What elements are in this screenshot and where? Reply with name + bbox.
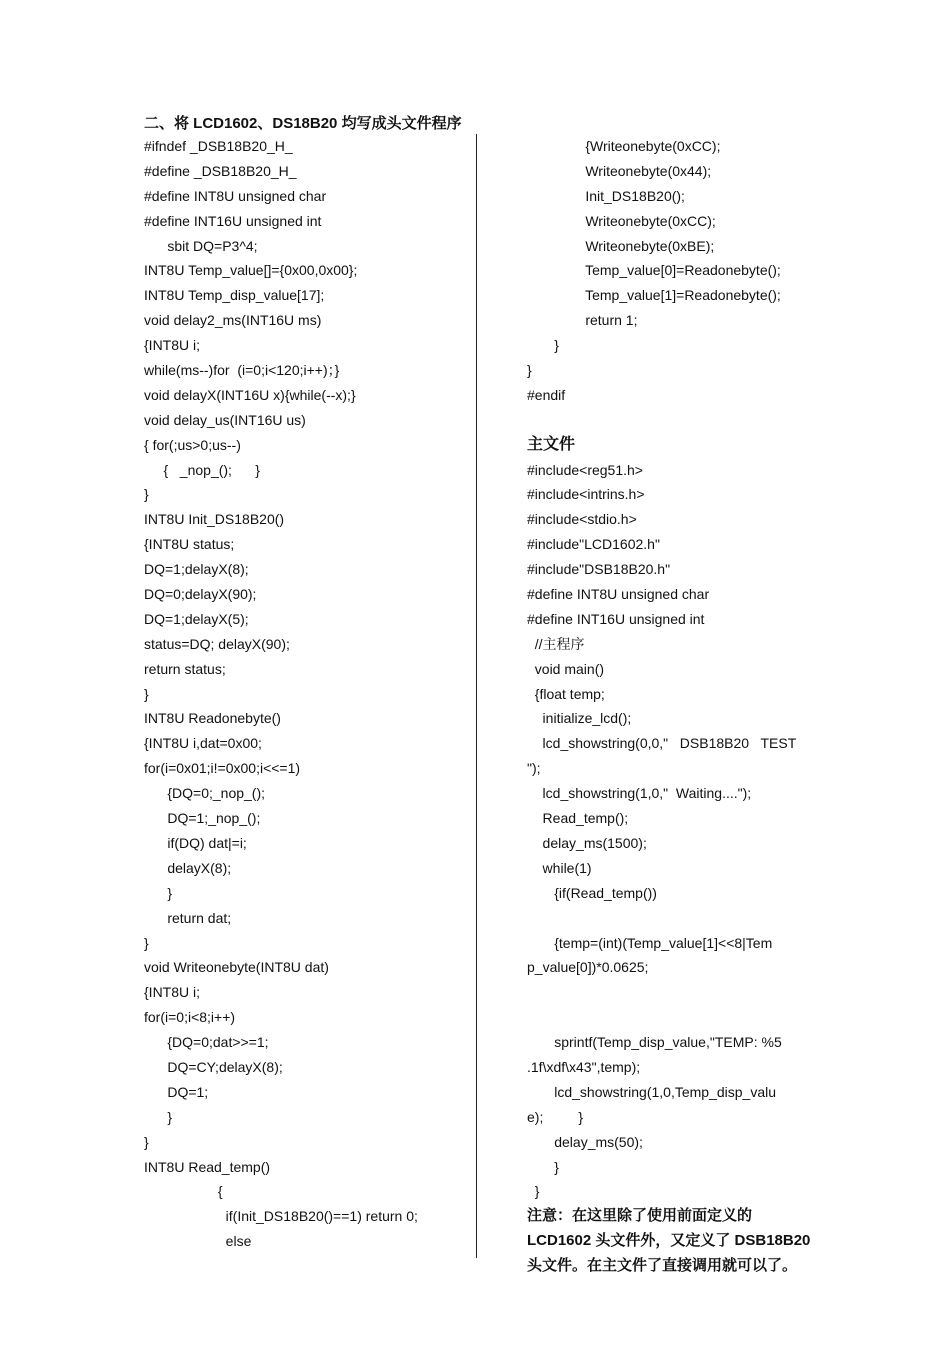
code-line: {float temp; <box>527 685 605 702</box>
code-line: e); } <box>527 1108 584 1125</box>
code-line: for(i=0;i<8;i++) <box>144 1009 236 1026</box>
code-line: //主程序 <box>527 635 585 652</box>
code-line: {DQ=0;dat>>=1; <box>144 1034 269 1051</box>
code-line: #define INT8U unsigned char <box>144 187 327 204</box>
code-line: Read_temp(); <box>527 810 629 827</box>
code-line: { <box>144 1183 223 1200</box>
code-line: lcd_showstring(0,0," DSB18B20 TEST <box>527 735 797 752</box>
code-line: #define INT16U unsigned int <box>144 212 322 229</box>
code-line: sbit DQ=P3^4; <box>144 237 258 254</box>
code-line: } <box>144 685 149 702</box>
code-line: if(DQ) dat|=i; <box>144 834 247 851</box>
code-line: } <box>144 884 173 901</box>
code-line: lcd_showstring(1,0," Waiting...."); <box>527 785 752 802</box>
code-line <box>527 980 817 1005</box>
code-line: #include<reg51.h> <box>527 461 643 478</box>
code-line: void delay_us(INT16U us) <box>144 411 306 428</box>
code-line: Init_DS18B20(); <box>527 187 685 204</box>
code-line: {temp=(int)(Temp_value[1]<<8|Tem <box>527 934 773 951</box>
code-line: if(Init_DS18B20()==1) return 0; <box>144 1208 418 1225</box>
code-line: {INT8U status; <box>144 536 235 553</box>
code-line: INT8U Readonebyte() <box>144 710 281 727</box>
code-line: initialize_lcd(); <box>527 710 632 727</box>
code-line: #define INT8U unsigned char <box>527 586 710 603</box>
code-line: INT8U Temp_value[]={0x00,0x00}; <box>144 262 358 279</box>
code-line: {Writeonebyte(0xCC); <box>527 138 721 154</box>
code-line: #define _DSB18B20_H_ <box>144 162 297 179</box>
code-line: Writeonebyte(0xCC); <box>527 212 716 229</box>
code-line: Temp_value[0]=Readonebyte(); <box>527 262 781 279</box>
code-line: Writeonebyte(0x44); <box>527 162 712 179</box>
code-line: DQ=0;delayX(90); <box>144 586 257 603</box>
code-line <box>527 1005 817 1030</box>
code-line: DQ=CY;delayX(8); <box>144 1058 283 1075</box>
code-line: } <box>144 1108 173 1125</box>
code-line: void delay2_ms(INT16U ms) <box>144 312 322 329</box>
code-line: .1f\xdf\x43",temp); <box>527 1058 641 1075</box>
code-line: #ifndef _DSB18B20_H_ <box>144 138 293 154</box>
code-line: #define INT16U unsigned int <box>527 610 705 627</box>
code-line: void delayX(INT16U x){while(--x);} <box>144 386 356 403</box>
code-line: sprintf(Temp_disp_value,"TEMP: %5 <box>527 1034 782 1051</box>
code-line: {INT8U i; <box>144 337 201 354</box>
code-line: return status; <box>144 660 226 677</box>
code-line: Writeonebyte(0xBE); <box>527 237 715 254</box>
code-line: while(ms--)for (i=0;i<120;i++)；} <box>144 362 340 379</box>
code-line: DQ=1;_nop_(); <box>144 810 261 827</box>
code-line: void Writeonebyte(INT8U dat) <box>144 959 329 976</box>
code-line: for(i=0x01;i!=0x00;i<<=1) <box>144 760 301 777</box>
code-line <box>527 906 817 931</box>
code-line: {DQ=0;_nop_(); <box>144 785 266 802</box>
code-line: status=DQ; delayX(90); <box>144 635 290 652</box>
code-line: } <box>527 337 559 354</box>
code-line: delay_ms(1500); <box>527 834 647 851</box>
code-line: delayX(8); <box>144 859 232 876</box>
note-line: 注意：在这里除了使用前面定义的 <box>527 1207 753 1225</box>
code-line: { for(;us>0;us--) <box>144 436 241 453</box>
code-line: INT8U Temp_disp_value[17]; <box>144 287 325 304</box>
note-line: LCD1602 头文件外，又定义了 DSB18B20 <box>527 1232 811 1250</box>
code-line: void main() <box>527 660 605 677</box>
code-line: else <box>144 1233 252 1250</box>
code-line: } <box>144 486 149 503</box>
code-line: } <box>527 1158 559 1175</box>
code-line: DQ=1;delayX(5); <box>144 610 249 627</box>
code-line: #include<stdio.h> <box>527 511 637 528</box>
code-line: { _nop_(); } <box>144 461 260 478</box>
left-code-column <box>144 134 469 1254</box>
code-line: {INT8U i; <box>144 984 201 1001</box>
note-line: 头文件。在主文件了直接调用就可以了。 <box>527 1257 798 1275</box>
code-line: p_value[0])*0.0625; <box>527 959 649 976</box>
code-line: } <box>527 362 532 379</box>
code-line: lcd_showstring(1,0,Temp_disp_valu <box>527 1083 777 1100</box>
code-line: #endif <box>527 386 566 403</box>
code-line: "); <box>527 760 541 777</box>
code-line: INT8U Init_DS18B20() <box>144 511 285 528</box>
column-divider <box>476 134 477 1258</box>
code-line: while(1) <box>527 859 592 876</box>
code-line: return 1; <box>527 312 638 329</box>
section-heading: 二、将 LCD1602、DS18B20 均写成头文件程序 <box>144 115 462 132</box>
main-file-title: 主文件 <box>527 435 576 453</box>
code-line: #include"LCD1602.h" <box>527 536 660 553</box>
code-line: INT8U Read_temp() <box>144 1158 271 1175</box>
code-line: #include<intrins.h> <box>527 486 645 503</box>
code-line: DQ=1; <box>144 1083 209 1100</box>
code-line: } <box>144 1133 149 1150</box>
code-line: Temp_value[1]=Readonebyte(); <box>527 287 781 304</box>
code-line: } <box>527 1183 540 1200</box>
code-line: DQ=1;delayX(8); <box>144 561 249 578</box>
code-line: delay_ms(50); <box>527 1133 643 1150</box>
code-line: } <box>144 934 149 951</box>
code-line: return dat; <box>144 909 232 926</box>
code-line: #include"DSB18B20.h" <box>527 561 671 578</box>
code-line: {INT8U i,dat=0x00; <box>144 735 262 752</box>
right-code-column <box>527 134 817 1279</box>
code-line: {if(Read_temp()) <box>527 884 657 901</box>
code-line <box>527 408 817 433</box>
